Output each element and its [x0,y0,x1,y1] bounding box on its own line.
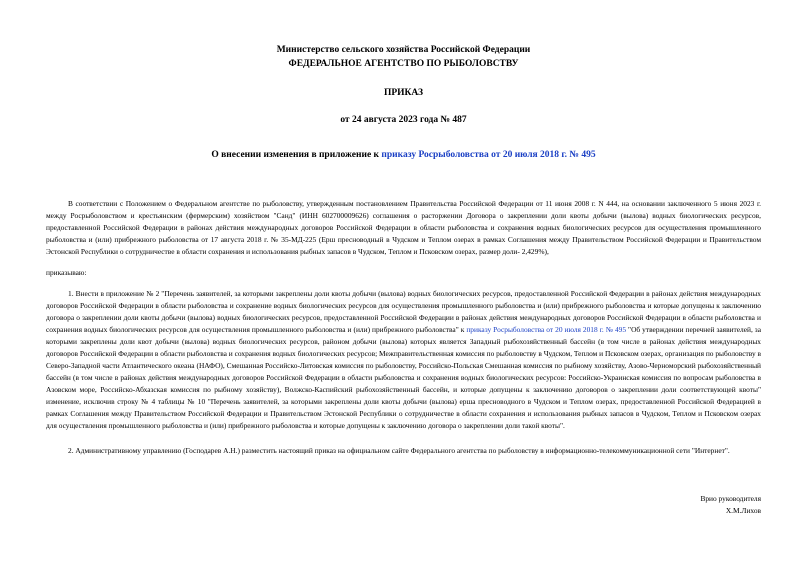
agency-title: ФЕДЕРАЛЬНОЕ АГЕНТСТВО ПО РЫБОЛОВСТВУ [288,58,519,69]
signature-block [46,493,761,517]
document-type: ПРИКАЗ [383,87,424,98]
document-date: от 24 августа 2023 года № 487 [340,114,467,125]
document-body [46,198,761,457]
item-1-paragraph [46,288,761,432]
document-header [46,44,761,162]
document-title-prefix: О внесении изменения в приложение к [211,149,382,160]
document-title [46,149,761,163]
item-1-prefix: 1. Внести в приложение № 2 "Перечень заявителей, за которыми закреплены доли квоты добычи (вылова) водных биологических ресурсов, предоставленной Российской Федерации в районах действия международных договоров Российской Федерации в области рыболовства и сохранение водных биологических ресурсов для осуществления промышленного рыболовства и (или) прибрежного рыболовства и которые допущены к заключению договора о закреплении доли квоты добычи (вылова) водных биологических ресурсов, предоставленной Российской Федерации в районах действия международных договоров Российской Федерации в области рыболовства и сохранения водных биологических ресурсов для осуществления промышленного рыболовства и (или) прибрежного рыболовства" к [46,289,761,335]
signatory-role: Врио руководителя [700,494,761,503]
ministry-title: Министерство сельского хозяйства Российской Федерации [276,45,531,55]
order-495-link[interactable]: приказу Росрыболовства от 20 июля 2018 г. № 495 [466,325,627,335]
signatory-name: Х.М.Лихов [725,505,761,515]
preamble-paragraph: В соответствии с Положением о Федеральном агентстве по рыболовству, утвержденным постановлением Правительства Российской Федерации от 11 июня 2008 г. N 444, на основании заключенного 5 июня 2023 г. между Росрыболовством и крестьянским (фермерским) хозяйством "Санд" (ИНН 602700009626) соглашения о расторжении Договора о закреплении доли квоты добычи (вылова) водных биологических ресурсов, предоставленной Российской Федерации в районах действия международных договоров Российской Федерации в области рыболовства и сохранения водных биологических ресурсов для осуществления промышленного рыболовства и (или) прибрежного рыболовства от 17 августа 2018 г. № 35-МД-225 (Ерш пресноводный в Чудском и Теплом озерах в рамках Соглашения между Правительством Российской Федерации и Правительством Эстонской Республики о сотрудничестве в области сохранения и использования рыбных запасов в Чудском, Теплом и Псковском озерах, размер доли- 2,429%), [46,199,761,257]
item-1-continuation: "Об утверждении перечней заявителей, за которыми закреплены доли квот добычи (вылова) водных биологических ресурсов, районом добычи (вылова) которых является Западный рыбохозяйственный бассейн (в том числе в районах действия международных договоров Российской Федерации в области рыболовства и сохранения водных биологических ресурсов; Межправительственная комиссия по рыболовству в Чудском, Теплом и Псковском озерах, организация по рыболовству в Северо-Западной части Атлантического океана (НАФО), Смешанная Российско-Литовская комиссия по рыболовству, Российско-Польская Смешанная комиссия по рыбному хозяйству, Азово-Черноморский рыбохозяйственный бассейн (в том числе в районах действия международных договоров Российской Федерации в области рыболовства и сохранения водных биологических ресурсов: Российско-Украинская комиссия по вопросам рыболовства в Азовском море, Российско-Абхазская комиссия по рыбному хозяйству), Волжско-Каспийский рыбохозяйственный бассейн, и которые допущены к заключению договоров о закреплении доли соответствующей квоты" изменение, исключив строку № 4 таблицы № 10 "Перечень заявителей, за которыми закреплены доли квоты добычи (вылова) ерша пресноводного в Чудском и Теплом озерах, предоставленной Российской Федерацией в рамках Соглашения между Правительством Российской Федерации и Правительством Эстонской Республики о сотрудничестве в области сохранения и использования рыбных запасов в Чудском, Теплом и Псковском озерах для осуществления промышленного рыболовства и (или) прибрежного рыболовства и которые допущены к заключению договора о закреплении доли такой квоты". [46,325,762,431]
item-2-paragraph: 2. Административному управлению (Господарев А.Н.) разместить настоящий приказ на официальном сайте Федерального агентства по рыболовству в информационно-телекоммуникационной сети "Интернет". [68,446,730,456]
order-word: приказываю: [46,268,87,278]
order-reference-link[interactable]: приказу Росрыболовства от 20 июля 2018 г. № 495 [381,149,596,160]
